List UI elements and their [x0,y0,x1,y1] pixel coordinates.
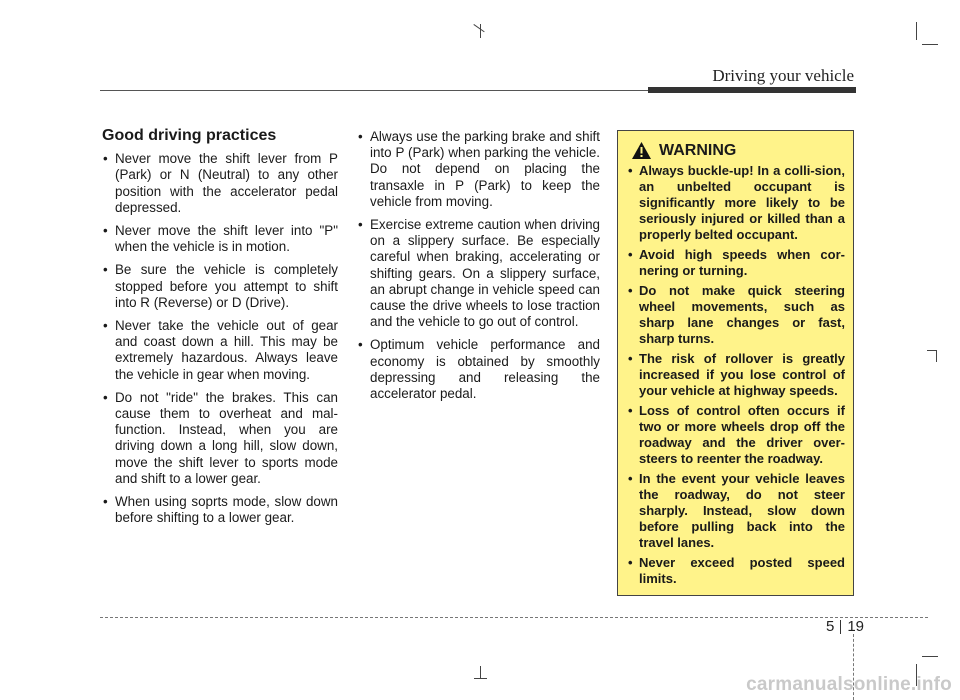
warning-triangle-icon [631,141,652,160]
page-number [826,618,864,635]
warning-item: • In the event your vehicle leaves the roadway, do not steer sharply. Instead, slow down before pulling back into the travel lanes. [627,471,845,551]
warning-box [617,130,854,596]
list-item: • Always use the parking brake and shift into P (Park) when parking the vehicle. Do not depend on placing the transaxle in P (Park) to keep the vehicle from moving. [357,129,600,210]
list-item: • Never move the shift lever into "P" when the vehicle is in motion. [102,223,338,255]
list-item: • Exercise extreme caution when driving on a slippery surface. Be especially careful when braking, accelerating or shifting gears. On a slippery surface, an abrupt change in vehicle speed can cause the drive wheels to lose traction and the vehicle to go out of control. [357,217,600,330]
page-number-value: 19 [847,618,865,635]
list-item: • Optimum vehicle performance and economy is obtained by smoothly depressing and releasing the accelerator pedal. [357,337,600,402]
warning-item: • Avoid high speeds when cor-nering or turning. [627,247,845,279]
list-item: • Never take the vehicle out of gear and coast down a hill. This may be extremely hazardous. Always leave the vehicle in gear when moving. [102,318,338,383]
section-title: Good driving practices [102,127,277,144]
warning-list [627,163,845,587]
warning-item: • The risk of rollover is greatly increased if you lose control of your vehicle at highway speeds. [627,351,845,399]
warning-title: WARNING [659,141,737,159]
warning-header [631,141,845,160]
column-left [102,128,338,533]
practices-list-continued [357,129,600,402]
list-item: • Be sure the vehicle is completely stopped before you attempt to shift into R (Reverse) or D (Drive). [102,262,338,311]
column-middle [357,129,600,409]
footer-rule [100,617,928,618]
page-number-divider [840,620,841,634]
list-item: • When using soprts mode, slow down before shifting to a lower gear. [102,494,338,526]
warning-item: • Loss of control often occurs if two or more wheels drop off the roadway and the driver over-steers to reenter the roadway. [627,403,845,467]
header-rule [100,90,648,91]
list-item: • Do not "ride" the brakes. This can cause them to overheat and mal-function. Instead, when you are driving down a long hill, slow down, move the shift lever to sports mode and shift to a lower gear. [102,390,338,487]
chapter-number: 5 [826,618,835,635]
header-rule-accent [648,87,856,93]
practices-list [102,151,338,526]
warning-item: • Always buckle-up! In a colli-sion, an unbelted occupant is significantly more likely to be seriously injured or killed than a properly belted occupant. [627,163,845,243]
running-header: Driving your vehicle [712,66,854,85]
warning-item: • Do not make quick steering wheel movements, such as sharp lane changes or fast, sharp turns. [627,283,845,347]
watermark: carmanualsonline.info [746,674,952,695]
list-item: • Never move the shift lever from P (Park) or N (Neutral) to any other position with the accelerator pedal depressed. [102,151,338,216]
warning-item: • Never exceed posted speed limits. [627,555,845,587]
